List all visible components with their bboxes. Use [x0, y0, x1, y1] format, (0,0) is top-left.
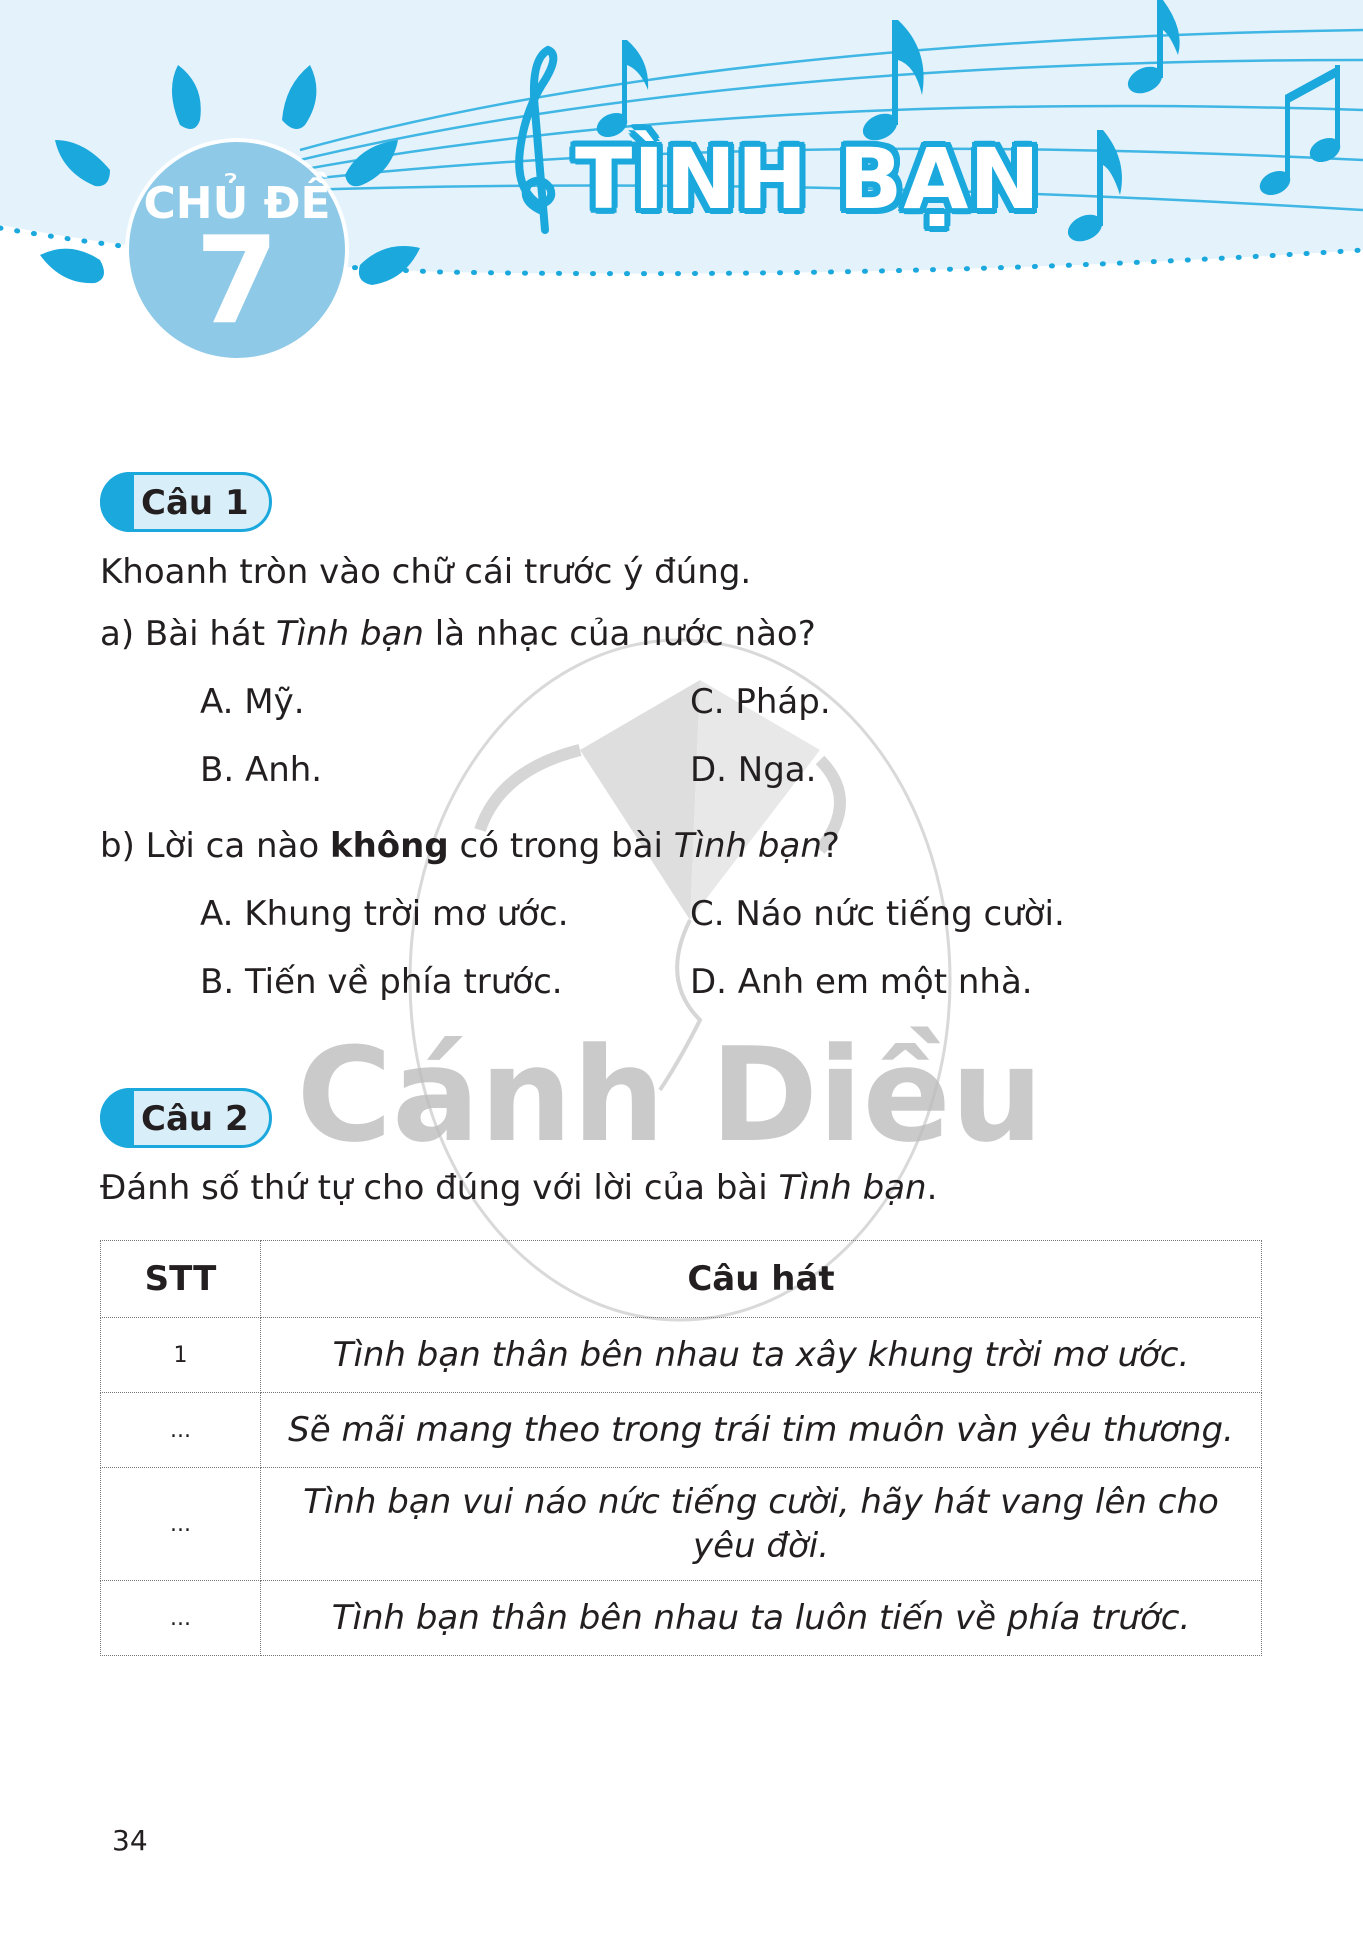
stt-cell: 1	[101, 1318, 261, 1393]
column-header-stt: STT	[101, 1241, 261, 1318]
question-2-label-pill	[100, 1088, 272, 1148]
table-row	[101, 1581, 1262, 1656]
page-number: 34	[112, 1824, 148, 1857]
song-title: Tình bạn	[275, 614, 424, 654]
question-2-label: Câu 2	[141, 1099, 249, 1139]
question-1a-prompt: a) Bài hát Tình bạn là nhạc của nước nào?	[100, 614, 816, 654]
lyrics-order-table	[100, 1240, 1262, 1656]
column-header-lyric: Câu hát	[261, 1241, 1262, 1318]
song-title: Tình bạn	[778, 1168, 927, 1208]
option-1a-a[interactable]: A. Mỹ.	[200, 682, 305, 722]
option-1b-c[interactable]: C. Náo nức tiếng cười.	[690, 894, 1065, 934]
question-2-instruction: Đánh số thứ tự cho đúng với lời của bài Tình bạn.	[100, 1168, 938, 1208]
watermark-text: Cánh Diều	[296, 1019, 1044, 1171]
song-title: Tình bạn	[673, 826, 822, 866]
table-header-row	[101, 1241, 1262, 1318]
stt-input-cell[interactable]: ...	[101, 1581, 261, 1656]
chapter-title: TÌNH BẠN	[575, 130, 1041, 228]
emphasis-word: không	[329, 826, 449, 866]
option-1b-b[interactable]: B. Tiến về phía trước.	[200, 962, 563, 1002]
lyric-cell: Sẽ mãi mang theo trong trái tim muôn vàn yêu thương.	[261, 1393, 1262, 1468]
option-1a-c[interactable]: C. Pháp.	[690, 682, 831, 722]
option-1b-a[interactable]: A. Khung trời mơ ước.	[200, 894, 569, 934]
question-1b-prompt: b) Lời ca nào không có trong bài Tình bạn?	[100, 826, 840, 866]
chapter-badge-number: 7	[195, 212, 279, 351]
stt-input-cell[interactable]: ...	[101, 1468, 261, 1581]
table-row	[101, 1393, 1262, 1468]
table-row	[101, 1318, 1262, 1393]
option-1a-d[interactable]: D. Nga.	[690, 750, 817, 790]
table-row	[101, 1468, 1262, 1581]
option-1a-b[interactable]: B. Anh.	[200, 750, 323, 790]
lyric-cell: Tình bạn thân bên nhau ta xây khung trời mơ ước.	[261, 1318, 1262, 1393]
option-1b-d[interactable]: D. Anh em một nhà.	[690, 962, 1033, 1002]
question-1-label-pill	[100, 472, 272, 532]
question-1-label: Câu 1	[141, 483, 249, 523]
question-1-instruction: Khoanh tròn vào chữ cái trước ý đúng.	[100, 552, 752, 592]
lyric-cell: Tình bạn thân bên nhau ta luôn tiến về phía trước.	[261, 1581, 1262, 1656]
stt-input-cell[interactable]: ...	[101, 1393, 261, 1468]
lyric-cell: Tình bạn vui náo nức tiếng cười, hãy hát vang lên cho yêu đời.	[261, 1468, 1262, 1581]
kite-icon	[580, 680, 700, 920]
chapter-badge-label: CHỦ ĐỀ	[143, 178, 331, 229]
